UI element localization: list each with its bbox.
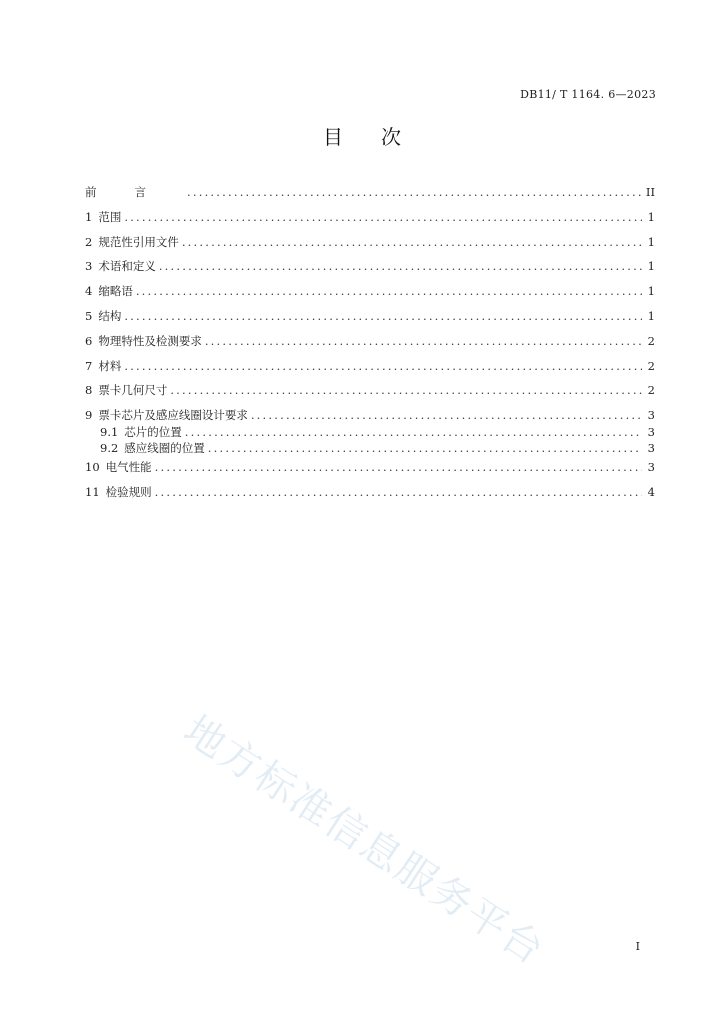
- dot-leader: [205, 333, 642, 349]
- dot-leader: [182, 234, 642, 250]
- standard-code: DB11/ T 1164. 6—2023: [520, 88, 656, 101]
- toc-entry-number: 11: [85, 484, 100, 499]
- toc-entry-page: 1: [647, 234, 655, 249]
- toc-entry-heading: [85, 459, 152, 475]
- toc-entry-number: 10: [85, 459, 100, 474]
- toc-entry-label: 材料: [98, 358, 122, 373]
- watermark-text: 地方标准信息服务平台: [175, 707, 553, 975]
- toc-title: 目次: [323, 125, 439, 149]
- toc-entry-number: 9.1: [100, 424, 119, 439]
- toc-entry[interactable]: [85, 459, 655, 484]
- toc-entry-label: 术语和定义: [98, 259, 156, 274]
- toc-entry-label: 缩略语: [98, 284, 133, 299]
- toc-entry-label: 感应线圈的位置: [124, 441, 205, 456]
- toc-entry-page: 1: [647, 259, 655, 274]
- toc-entry-page: II: [645, 185, 655, 199]
- toc-entry-label: 前言: [85, 185, 184, 199]
- dot-leader: [155, 459, 642, 475]
- dot-leader: [124, 308, 642, 324]
- toc-entry[interactable]: [85, 308, 655, 333]
- toc-entry[interactable]: [85, 424, 655, 441]
- toc-entry-page: 2: [647, 333, 655, 348]
- footer-page-number: I: [635, 940, 640, 953]
- toc-entry[interactable]: [85, 184, 655, 209]
- toc-entry-label: 范围: [98, 209, 122, 224]
- toc-entry[interactable]: [85, 382, 655, 407]
- dot-leader: [124, 358, 642, 374]
- toc-entry-heading: [85, 358, 121, 374]
- toc-entry[interactable]: [85, 283, 655, 308]
- toc-entry-heading: [85, 308, 121, 324]
- toc-entry-label: 芯片的位置: [124, 424, 182, 439]
- toc-entry-label: 结构: [98, 308, 122, 323]
- toc-entry-number: 1: [85, 209, 93, 224]
- toc-entry[interactable]: [85, 258, 655, 283]
- toc-entry-page: 2: [647, 383, 655, 398]
- dot-leader: [208, 440, 642, 456]
- toc-entry[interactable]: [85, 209, 655, 234]
- toc-entry-label: 票卡几何尺寸: [98, 383, 168, 398]
- toc-entry[interactable]: [85, 484, 655, 509]
- toc-entry-heading: [100, 424, 182, 440]
- toc-entry-heading: [85, 484, 152, 500]
- dot-leader: [155, 484, 642, 500]
- toc-entry-number: 6: [85, 333, 93, 348]
- dot-leader: [170, 382, 642, 398]
- toc-entry-page: 1: [647, 284, 655, 299]
- toc-entry-number: 3: [85, 259, 93, 274]
- toc-entry-number: 4: [85, 284, 93, 299]
- toc-entry-heading: [85, 382, 167, 398]
- toc-entry-number: 9.2: [100, 441, 119, 456]
- toc-entry[interactable]: [85, 358, 655, 383]
- toc-entry-heading: [85, 258, 156, 274]
- toc-entry-label: 电气性能: [105, 459, 152, 474]
- toc-entry-page: 3: [647, 424, 655, 439]
- toc-entry-page: 1: [647, 308, 655, 323]
- toc-entry-label: 票卡芯片及感应线圈设计要求: [98, 408, 248, 423]
- dot-leader: [136, 283, 642, 299]
- toc-entry[interactable]: [85, 234, 655, 259]
- toc-entry-label: 物理特性及检测要求: [98, 333, 202, 348]
- toc-entry-number: 7: [85, 358, 93, 373]
- toc-entry-label: 规范性引用文件: [98, 234, 179, 249]
- toc-entry-heading: [100, 440, 205, 456]
- toc-entry[interactable]: [85, 333, 655, 358]
- table-of-contents: [85, 184, 655, 509]
- toc-entry-heading: [85, 333, 202, 349]
- toc-entry-label: 检验规则: [105, 484, 152, 499]
- toc-entry-number: 8: [85, 383, 93, 398]
- dot-leader: [251, 407, 642, 423]
- toc-entry-page: 4: [647, 484, 655, 499]
- toc-entry-heading: [85, 209, 121, 225]
- toc-entry-page: 1: [647, 209, 655, 224]
- toc-entry-heading: [85, 407, 248, 423]
- dot-leader: [124, 209, 642, 225]
- dot-leader: [159, 258, 642, 274]
- toc-entry-page: 2: [647, 358, 655, 373]
- toc-entry-number: 9: [85, 408, 93, 423]
- toc-entry-number: 2: [85, 234, 93, 249]
- toc-entry-page: 3: [647, 441, 655, 456]
- dot-leader: [187, 184, 642, 200]
- toc-entry[interactable]: [85, 440, 655, 457]
- toc-entry-heading: [85, 283, 133, 299]
- toc-entry-page: 3: [647, 459, 655, 474]
- toc-entry-heading: [85, 234, 179, 250]
- toc-entry-page: 3: [647, 408, 655, 423]
- toc-entry-number: 5: [85, 308, 93, 323]
- dot-leader: [185, 424, 642, 440]
